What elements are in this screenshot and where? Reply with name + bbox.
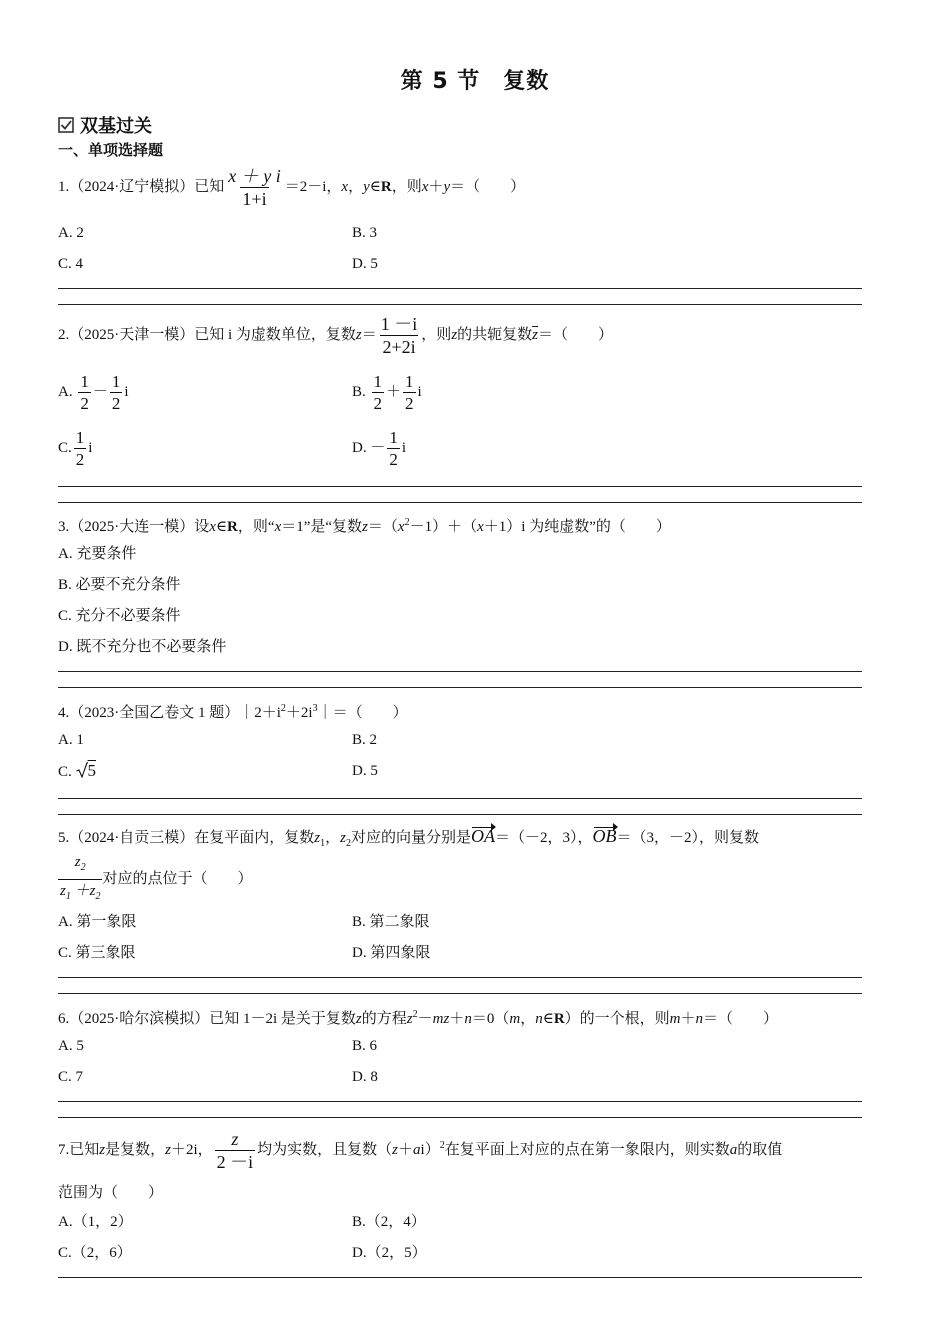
q6-comma: ， bbox=[520, 1011, 536, 1027]
q3-in: ∈ bbox=[215, 519, 228, 535]
q2-option-d bbox=[352, 428, 406, 469]
q7-line2: 范围为（ ） bbox=[58, 1185, 164, 1201]
q3-number: 3. bbox=[58, 519, 70, 535]
q3-option-a: A. 充要条件 bbox=[58, 546, 137, 562]
q2-a-i: i bbox=[124, 383, 129, 400]
q4-tail: ｜＝（ ） bbox=[317, 705, 408, 721]
q4-c-val: 5 bbox=[87, 761, 97, 780]
answer-line bbox=[58, 502, 862, 503]
q1-rest: ＝2－i， bbox=[284, 178, 342, 195]
q2-a-f1n: 1 bbox=[80, 372, 89, 391]
q3-x2: x bbox=[274, 519, 282, 535]
q7-lead: 已知 bbox=[69, 1141, 100, 1158]
question-6-stem bbox=[58, 1005, 778, 1029]
answer-line bbox=[58, 977, 862, 978]
q2-mid: ，则 bbox=[421, 326, 452, 343]
q1-set-r: R bbox=[380, 178, 392, 195]
q2-d-i: i bbox=[401, 439, 407, 456]
q2-d-fd: 2 bbox=[389, 450, 398, 469]
q3-option-d: D. 既不充分也不必要条件 bbox=[58, 639, 227, 655]
q5-tail: ＝（3，－2），则复数 bbox=[616, 830, 760, 846]
answer-line bbox=[58, 288, 862, 289]
q5-fd-s2: 2 bbox=[95, 891, 101, 902]
q7-z3: z bbox=[392, 1141, 399, 1158]
q1-option-c: C. 4 bbox=[58, 256, 84, 272]
q6-n: n bbox=[464, 1011, 472, 1027]
q2-zbar: $\overline{z}$ bbox=[532, 326, 539, 343]
q3-mid2: ＝1”是“复数 bbox=[281, 519, 363, 535]
q2-number: 2. bbox=[58, 326, 70, 343]
q3-lead: 设 bbox=[194, 519, 210, 535]
q2-c-i: i bbox=[88, 439, 93, 456]
q5-source: （2024·自贡三模） bbox=[69, 830, 195, 846]
q5-line2: 对应的点位于（ ） bbox=[102, 870, 253, 887]
q2-mid2: 的共轭复数 bbox=[457, 326, 533, 343]
q3-mid1: ，则“ bbox=[237, 519, 275, 535]
q5-s1: 1 bbox=[320, 838, 326, 849]
q2-option-b bbox=[352, 372, 422, 413]
q6-sq: 2 bbox=[412, 1009, 418, 1020]
q5-number: 5. bbox=[58, 830, 70, 846]
q2-c-label: C. bbox=[58, 439, 72, 456]
q2-z2: z bbox=[451, 326, 458, 343]
q6-set-r: R bbox=[553, 1011, 565, 1027]
q5-mid2: ＝（－2，3）， bbox=[494, 830, 593, 846]
q5-frac-den bbox=[58, 879, 102, 907]
q2-a-frac2 bbox=[110, 372, 123, 413]
q1-option-a: A. 2 bbox=[58, 225, 84, 241]
q6-option-b: B. 6 bbox=[352, 1038, 378, 1054]
answer-line bbox=[58, 814, 862, 815]
q5-z2: z bbox=[340, 830, 346, 846]
q2-lead: 已知 i 为虚数单位，复数 bbox=[194, 326, 356, 343]
answer-line bbox=[58, 798, 862, 799]
q5-option-a: A. 第一象限 bbox=[58, 914, 137, 930]
q7-number: 7. bbox=[58, 1141, 70, 1158]
q2-b-label: B. bbox=[352, 383, 366, 400]
q3-mid4: －1）＋（ bbox=[409, 519, 478, 535]
answer-line bbox=[58, 1277, 862, 1278]
q7-plus: ＋ bbox=[398, 1141, 414, 1158]
answer-line bbox=[58, 993, 862, 994]
question-1-stem bbox=[58, 166, 525, 209]
q1-tail: ＝（ ） bbox=[450, 178, 526, 195]
q5-option-d: D. 第四象限 bbox=[352, 945, 431, 961]
q5-mid: 对应的向量分别是 bbox=[350, 830, 471, 846]
q3-sq: 2 bbox=[404, 517, 410, 528]
q7-z2: z bbox=[165, 1141, 171, 1158]
question-4-stem bbox=[58, 699, 408, 723]
q1-option-d: D. 5 bbox=[352, 256, 378, 272]
answer-line bbox=[58, 1101, 862, 1102]
checkbox-icon bbox=[58, 117, 74, 133]
q7-mid3: 均为实数，且复数（ bbox=[257, 1141, 393, 1158]
vector-ob: OB bbox=[592, 826, 617, 846]
q1-sep: ， bbox=[348, 178, 364, 195]
q2-b-frac1 bbox=[372, 372, 385, 413]
q6-lead: 已知 1－2i 是关于复数 bbox=[209, 1011, 356, 1027]
question-5-stem bbox=[58, 826, 759, 854]
q6-mz: mz bbox=[432, 1011, 450, 1027]
q4-option-c bbox=[58, 761, 96, 782]
q1-expr-y: y bbox=[443, 178, 451, 195]
q6-n3: n bbox=[695, 1011, 704, 1027]
q2-source: （2025·天津一模） bbox=[69, 326, 195, 343]
square-root-icon bbox=[76, 762, 88, 778]
q6-mid3: ＋ bbox=[449, 1011, 465, 1027]
q7-sq: 2 bbox=[439, 1139, 445, 1151]
q2-z: z bbox=[355, 326, 362, 343]
q1-x: x bbox=[341, 178, 349, 195]
q7-mid2: ＋2i， bbox=[170, 1141, 213, 1158]
q7-option-c: C.（2，6） bbox=[58, 1245, 132, 1261]
q2-frac-num: 1 －i bbox=[380, 314, 418, 334]
page-title: 第 5 节 复数 bbox=[400, 69, 550, 94]
q3-x3: x bbox=[397, 519, 405, 535]
q2-c-fd: 2 bbox=[75, 450, 85, 469]
q2-eq: ＝ bbox=[361, 326, 377, 343]
q4-expr-a: ｜2＋i bbox=[239, 705, 281, 721]
q4-option-a: A. 1 bbox=[58, 732, 84, 748]
q7-mid1: 是复数， bbox=[105, 1141, 166, 1158]
q1-frac-den: 1+i bbox=[242, 189, 267, 209]
q2-a-f1d: 2 bbox=[80, 394, 89, 413]
q6-n2: n bbox=[535, 1011, 543, 1027]
q3-x: x bbox=[209, 519, 216, 535]
q4-expr-b: ＋2i bbox=[285, 705, 313, 721]
q2-a-op: － bbox=[92, 383, 108, 400]
q7-option-b: B.（2，4） bbox=[352, 1214, 426, 1230]
q1-source: （2024·辽宁模拟） bbox=[69, 178, 195, 195]
q2-a-f2d: 2 bbox=[111, 394, 121, 413]
q3-tail: ＋1）i 为纯虚数”的（ ） bbox=[483, 519, 671, 535]
q3-set-r: R bbox=[227, 519, 238, 535]
q2-b-f2n: 1 bbox=[405, 372, 414, 391]
q2-b-f2d: 2 bbox=[405, 394, 414, 413]
q1-lead: 已知 bbox=[194, 178, 225, 195]
q5-fd-z1: z bbox=[60, 883, 66, 899]
q2-d-label: D. bbox=[352, 439, 367, 456]
q6-z2: z bbox=[406, 1011, 413, 1027]
q5-s2: 2 bbox=[345, 838, 351, 849]
q2-tail: ＝（ ） bbox=[538, 326, 614, 343]
q6-mid1: 的方程 bbox=[361, 1011, 407, 1027]
q5-fn-z: z bbox=[74, 854, 81, 870]
q1-frac-num: x ＋ y i bbox=[228, 166, 281, 186]
q5-frac-num bbox=[73, 852, 88, 879]
q1-expr-x: x bbox=[421, 178, 429, 195]
q1-in: ∈ bbox=[369, 178, 381, 195]
vector-oa: OA bbox=[470, 826, 495, 846]
q6-in: ∈ bbox=[542, 1011, 554, 1027]
answer-line bbox=[58, 486, 862, 487]
q5-option-b: B. 第二象限 bbox=[352, 914, 430, 930]
q2-option-c bbox=[58, 428, 92, 469]
question-2-stem bbox=[58, 314, 613, 357]
q6-option-c: C. 7 bbox=[58, 1069, 84, 1085]
q7-mid4: i） bbox=[420, 1141, 440, 1158]
q6-mid4: ＝0（ bbox=[471, 1011, 510, 1027]
q1-y: y bbox=[363, 178, 370, 195]
q2-frac-den: 2+2i bbox=[382, 337, 416, 357]
q3-option-b: B. 必要不充分条件 bbox=[58, 577, 181, 593]
q4-option-d: D. 5 bbox=[352, 763, 378, 779]
q6-mid2: － bbox=[417, 1011, 433, 1027]
q2-c-fn: 1 bbox=[75, 428, 85, 447]
q7-frac-den: 2 －i bbox=[216, 1152, 254, 1172]
q6-z: z bbox=[355, 1011, 362, 1027]
q2-c-frac bbox=[74, 428, 87, 469]
q2-fraction bbox=[379, 314, 420, 357]
q7-z: z bbox=[99, 1141, 106, 1158]
answer-line bbox=[58, 1117, 862, 1118]
q5-fn-s: 2 bbox=[80, 862, 86, 873]
q7-frac-num: z bbox=[231, 1129, 239, 1149]
q2-a-label: A. bbox=[58, 383, 73, 400]
q6-number: 6. bbox=[58, 1011, 70, 1027]
q5-z1: z bbox=[314, 830, 321, 846]
q1-then: ，则 bbox=[391, 178, 422, 195]
q5-fd-z2: z bbox=[89, 883, 96, 899]
q7-mid5: 在复平面上对应的点在第一象限内，则实数 bbox=[444, 1141, 730, 1158]
q5-option-c: C. 第三象限 bbox=[58, 945, 136, 961]
q5-fraction bbox=[58, 852, 102, 907]
q4-sup2: 3 bbox=[312, 703, 318, 714]
q4-option-b: B. 2 bbox=[352, 732, 378, 748]
q6-option-a: A. 5 bbox=[58, 1038, 84, 1054]
q6-option-d: D. 8 bbox=[352, 1069, 378, 1085]
q7-a: a bbox=[413, 1141, 421, 1158]
q7-option-a: A.（1，2） bbox=[58, 1214, 133, 1230]
q3-mid3: ＝（ bbox=[367, 519, 398, 535]
answer-line bbox=[58, 671, 862, 672]
q7-option-d: D.（2，5） bbox=[352, 1245, 427, 1261]
q5-fd-s1: 1 bbox=[65, 891, 71, 902]
q5-lead: 在复平面内，复数 bbox=[194, 830, 315, 846]
q5-comma: ， bbox=[325, 830, 341, 846]
q6-m: m bbox=[509, 1011, 521, 1027]
subsection-heading: 一、单项选择题 bbox=[58, 141, 164, 159]
q4-c-label: C. bbox=[58, 764, 72, 780]
question-5-stem-line2 bbox=[58, 852, 252, 907]
section-heading bbox=[58, 112, 152, 138]
q6-mid5: ）的一个根，则 bbox=[564, 1011, 670, 1027]
q2-b-op: ＋ bbox=[386, 383, 402, 400]
q6-plus: ＋ bbox=[680, 1011, 696, 1027]
q2-b-i: i bbox=[417, 383, 422, 400]
answer-line bbox=[58, 304, 862, 305]
q2-d-fn: 1 bbox=[389, 428, 398, 447]
q3-option-c: C. 充分不必要条件 bbox=[58, 608, 181, 624]
q1-plus: ＋ bbox=[428, 178, 444, 195]
q2-a-frac1 bbox=[78, 372, 91, 413]
q3-source: （2025·大连一模） bbox=[69, 519, 195, 535]
section-title: 双基过关 bbox=[80, 116, 152, 137]
q4-sup1: 2 bbox=[280, 703, 286, 714]
q2-a-f2n: 1 bbox=[111, 372, 121, 391]
q2-option-a bbox=[58, 372, 129, 413]
q2-d-frac bbox=[387, 428, 400, 469]
q4-number: 4. bbox=[58, 705, 70, 721]
q6-m2: m bbox=[669, 1011, 681, 1027]
q1-number: 1. bbox=[58, 178, 70, 195]
question-7-stem bbox=[58, 1129, 782, 1172]
q7-a2: a bbox=[729, 1141, 738, 1158]
q2-b-f1n: 1 bbox=[373, 372, 383, 391]
q7-fraction bbox=[215, 1129, 256, 1172]
answer-line bbox=[58, 687, 862, 688]
q6-tail: ＝（ ） bbox=[703, 1011, 779, 1027]
q7-tail: 的取值 bbox=[737, 1141, 783, 1158]
q6-source: （2025·哈尔滨模拟） bbox=[69, 1011, 210, 1027]
q2-b-frac2 bbox=[403, 372, 416, 413]
q1-fraction bbox=[226, 166, 282, 209]
q3-x4: x bbox=[477, 519, 484, 535]
q5-fd-plus: ＋ bbox=[70, 883, 90, 899]
question-3-stem bbox=[58, 513, 671, 537]
q4-source: （2023·全国乙卷文 1 题） bbox=[69, 705, 240, 721]
q3-z: z bbox=[362, 519, 368, 535]
q1-option-b: B. 3 bbox=[352, 225, 378, 241]
q2-b-f1d: 2 bbox=[373, 394, 383, 413]
q2-d-op: － bbox=[370, 439, 386, 456]
